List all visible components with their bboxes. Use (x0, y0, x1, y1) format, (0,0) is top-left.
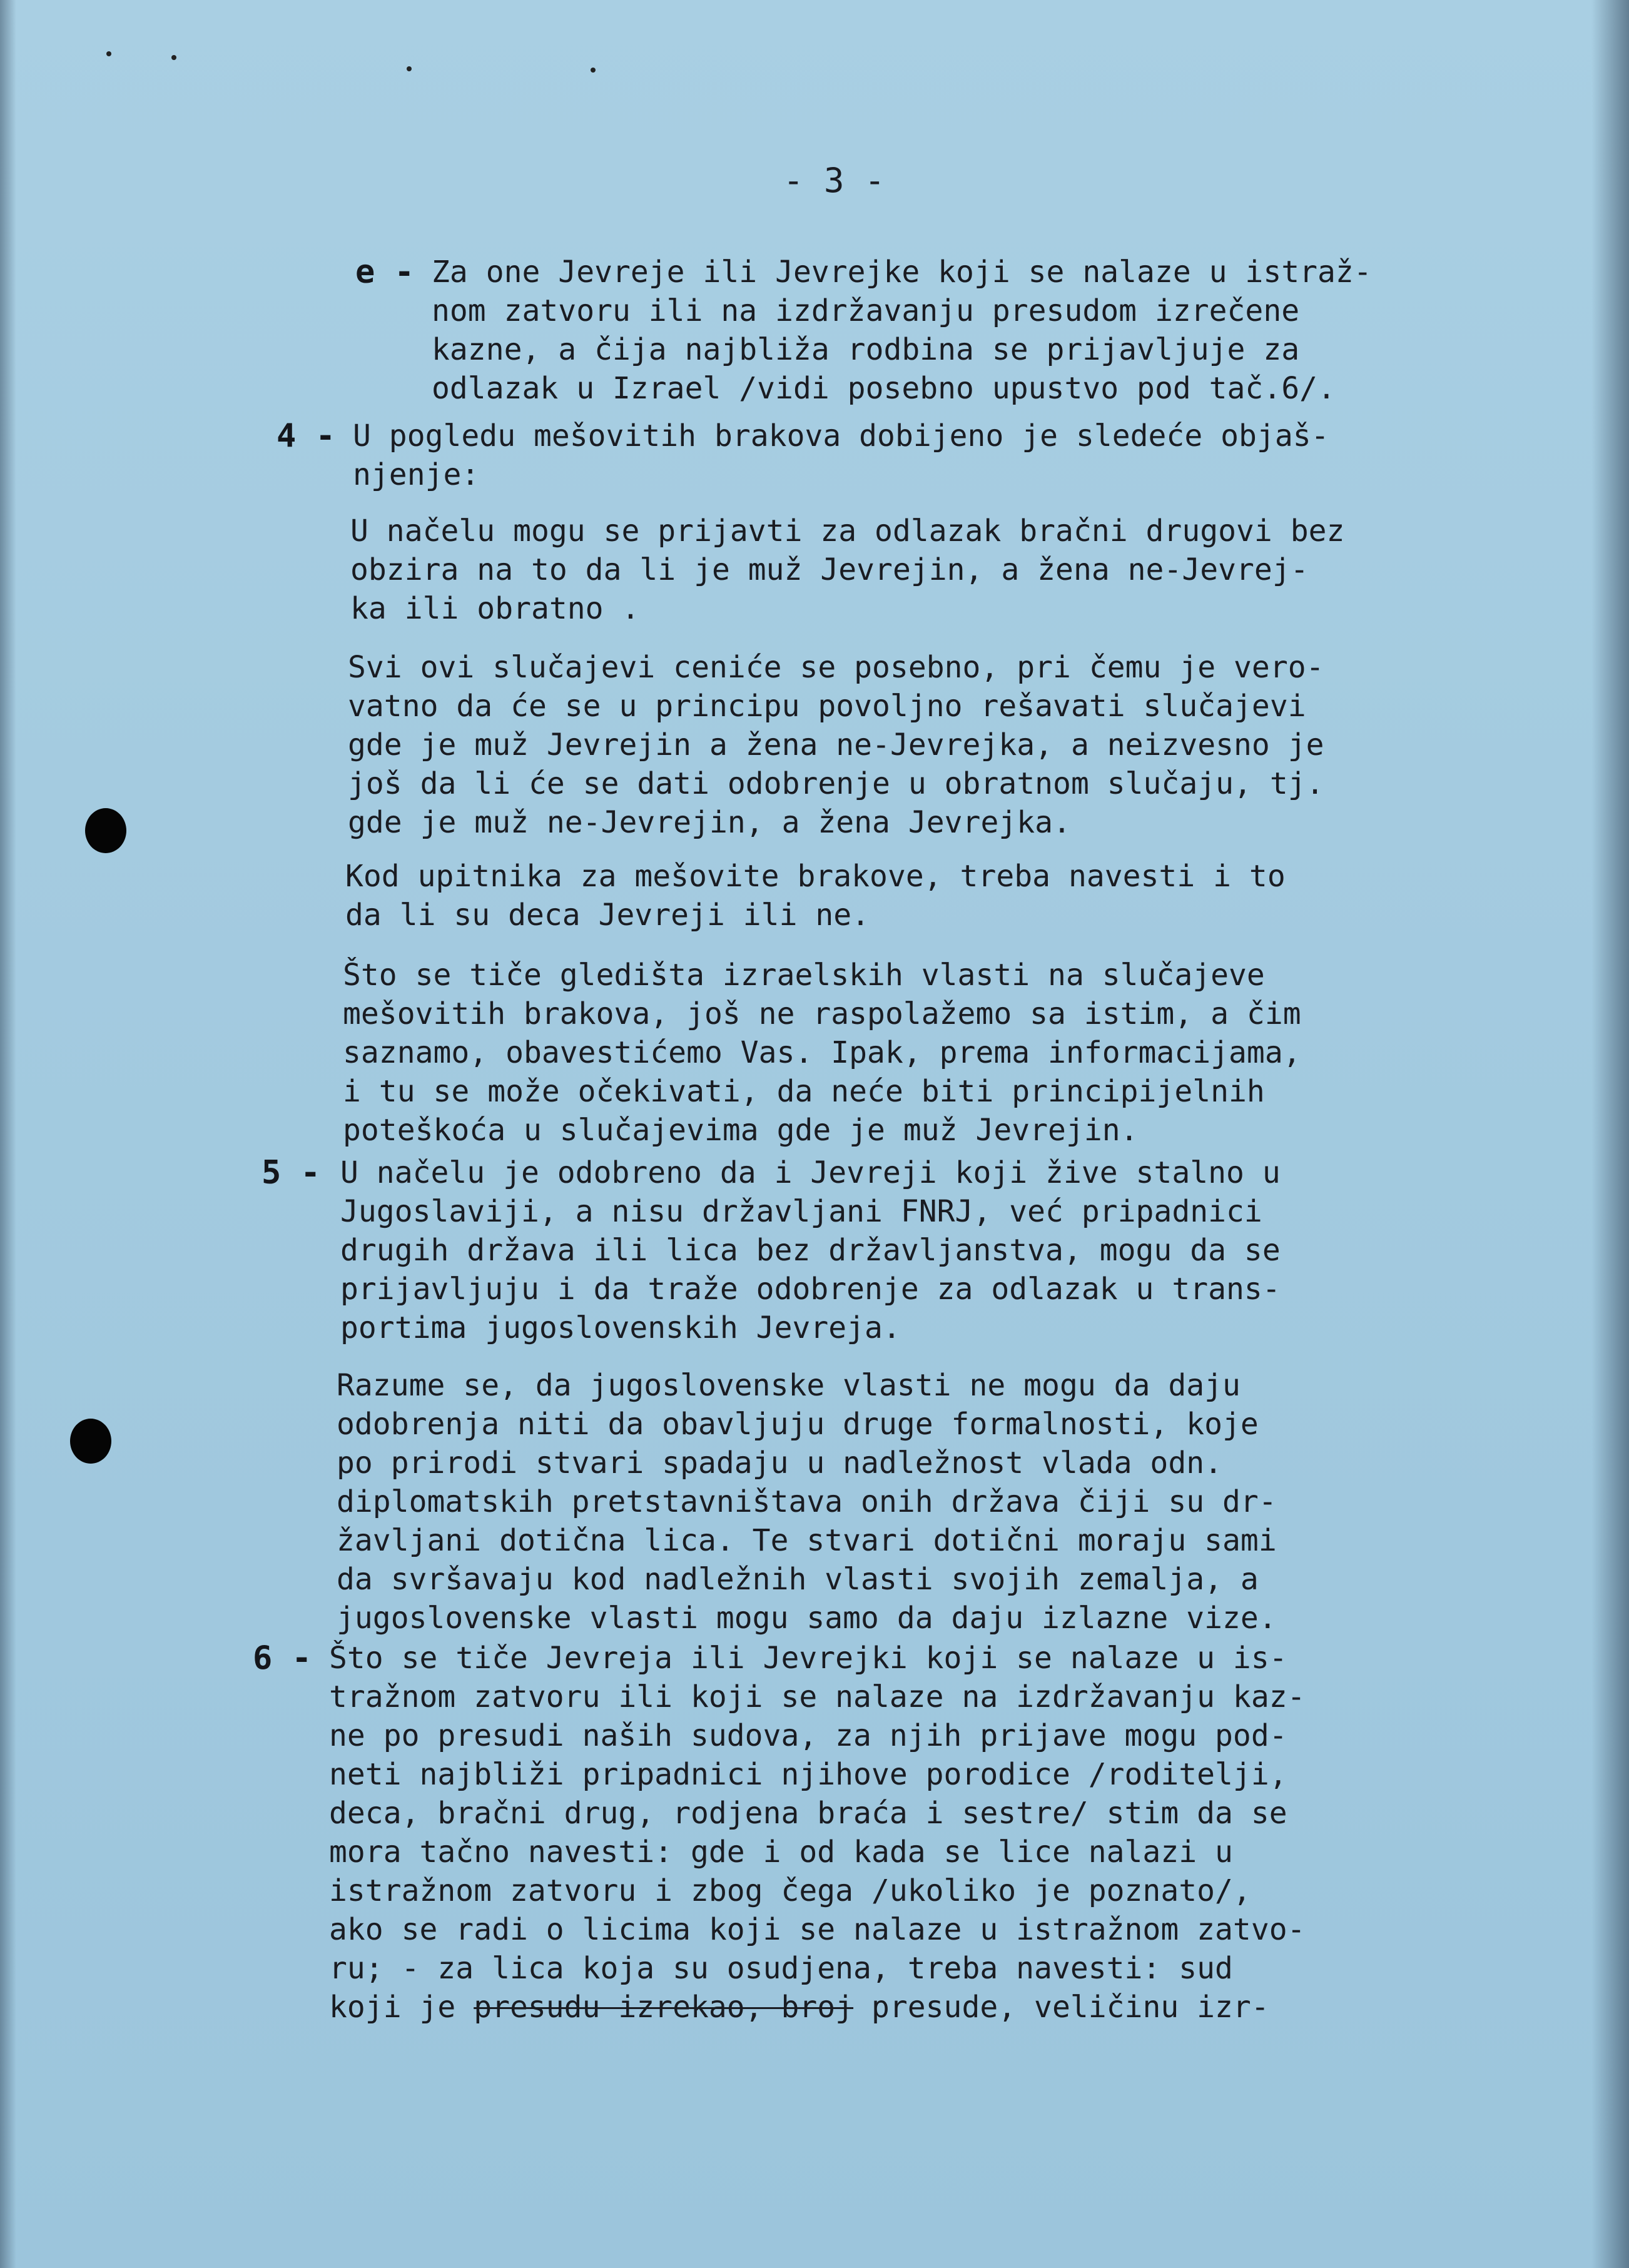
item-4-paragraph-line: gde je muž ne-Jevrejin, a žena Jevrejka. (348, 805, 1071, 840)
item-6-line: istražnom zatvoru i zbog čega /ukoliko je poznato/, (329, 1873, 1251, 1908)
last-line-end: presude, veličinu izr- (853, 1990, 1269, 2025)
specks-icon (106, 51, 111, 56)
item-4-marker: 4 - (277, 417, 335, 455)
item-e-line: Za one Jevreje ili Jevrejke koji se nalaze u istraž- (432, 255, 1372, 290)
item-e-marker: e - (355, 253, 414, 291)
punch-hole-upper (85, 808, 126, 853)
item-4-paragraph-line: još da li će se dati odobrenje u obratnom slučaju, tj. (348, 766, 1324, 801)
last-line-start: koji je (329, 1990, 474, 2025)
item-5-paragraph-line: da svršavaju kod nadležnih vlasti svojih zemalja, a (337, 1562, 1259, 1597)
item-5-line: drugih država ili lica bez državljanstva, mogu da se (340, 1233, 1281, 1268)
item-6-last-line (329, 1988, 1269, 2027)
item-5-line: prijavljuju i da traže odobrenje za odlazak u trans- (340, 1272, 1281, 1307)
item-e-line: kazne, a čija najbliža rodbina se prijavljuje za (432, 332, 1300, 367)
item-6-line: neti najbliži pripadnici njihove porodice /roditelji, (329, 1757, 1287, 1792)
item-5-line: U načelu je odobreno da i Jevreji koji žive stalno u (340, 1155, 1281, 1190)
specks-icon (171, 55, 176, 60)
item-6-line: ru; - za lica koja su osudjena, treba navesti: sud (329, 1951, 1233, 1986)
page-shadow-left (0, 0, 16, 2268)
item-4-paragraph-line: saznamo, obavestićemo Vas. Ipak, prema informacijama, (343, 1035, 1301, 1070)
item-4-paragraph-line: poteškoća u slučajevima gde je muž Jevrejin. (343, 1113, 1139, 1148)
item-4-line: njenje: (353, 457, 480, 492)
struck-out-text: presudu izrekao, broj (474, 1990, 854, 2025)
item-e-line: nom zatvoru ili na izdržavanju presudom izrečene (432, 293, 1300, 328)
item-5-paragraph-line: žavljani dotična lica. Te stvari dotični moraju sami (337, 1523, 1277, 1558)
item-4-paragraph-line: da li su deca Jevreji ili ne. (345, 898, 870, 933)
item-6-marker: 6 - (253, 1639, 312, 1677)
item-4-paragraph-line: Što se tiče gledišta izraelskih vlasti na slučajeve (343, 958, 1265, 993)
item-5-line: Jugoslaviji, a nisu državljani FNRJ, već pripadnici (340, 1194, 1262, 1229)
item-4-line: U pogledu mešovitih brakova dobijeno je sledeće objaš- (353, 418, 1329, 453)
item-4-paragraph-line: mešovitih brakova, još ne raspolažemo sa istim, a čim (343, 996, 1301, 1031)
item-6-line: ne po presudi naših sudova, za njih prijave mogu pod- (329, 1718, 1287, 1753)
item-6-line: tražnom zatvoru ili koji se nalaze na izdržavanju kaz- (329, 1679, 1306, 1714)
item-4-paragraph-line: i tu se može očekivati, da neće biti principijelnih (343, 1074, 1265, 1109)
item-5-paragraph-line: diplomatskih pretstavništava onih država čiji su dr- (337, 1484, 1277, 1519)
item-4-paragraph-line: Svi ovi slučajevi ceniće se posebno, pri čemu je vero- (348, 650, 1324, 685)
item-6-line: Što se tiče Jevreja ili Jevrejki koji se nalaze u is- (329, 1641, 1287, 1676)
specks-icon (591, 68, 596, 73)
item-4-paragraph-line: ka ili obratno . (350, 591, 640, 626)
item-5-marker: 5 - (261, 1154, 320, 1192)
item-5-paragraph-line: odobrenja niti da obavljuju druge formalnosti, koje (337, 1407, 1259, 1442)
item-6-line: mora tačno navesti: gde i od kada se lice nalazi u (329, 1835, 1233, 1870)
specks-icon (407, 66, 412, 71)
item-4-paragraph-line: vatno da će se u principu povoljno rešavati slučajevi (348, 689, 1306, 724)
item-4-paragraph-line: obzira na to da li je muž Jevrejin, a žena ne-Jevrej- (350, 552, 1309, 587)
item-6-line: ako se radi o licima koji se nalaze u istražnom zatvo- (329, 1912, 1306, 1947)
item-5-paragraph-line: jugoslovenske vlasti mogu samo da daju izlazne vize. (337, 1601, 1277, 1636)
page-number: - 3 - (783, 161, 885, 200)
item-4-paragraph-line: gde je muž Jevrejin a žena ne-Jevrejka, a neizvesno je (348, 727, 1324, 762)
item-6-line: deca, bračni drug, rodjena braća i sestre/ stim da se (329, 1796, 1287, 1831)
item-5-paragraph-line: po prirodi stvari spadaju u nadležnost vlada odn. (337, 1445, 1223, 1481)
item-4-paragraph-line: Kod upitnika za mešovite brakove, treba navesti i to (345, 859, 1286, 894)
item-4-paragraph-line: U načelu mogu se prijavti za odlazak bračni drugovi bez (350, 514, 1345, 549)
page-shadow-right (1591, 0, 1629, 2268)
item-5-line: portima jugoslovenskih Jevreja. (340, 1310, 901, 1345)
punch-hole-lower (70, 1419, 111, 1464)
item-e-line: odlazak u Izrael /vidi posebno upustvo pod tač.6/. (432, 371, 1336, 406)
item-5-paragraph-line: Razume se, da jugoslovenske vlasti ne mogu da daju (337, 1368, 1241, 1403)
